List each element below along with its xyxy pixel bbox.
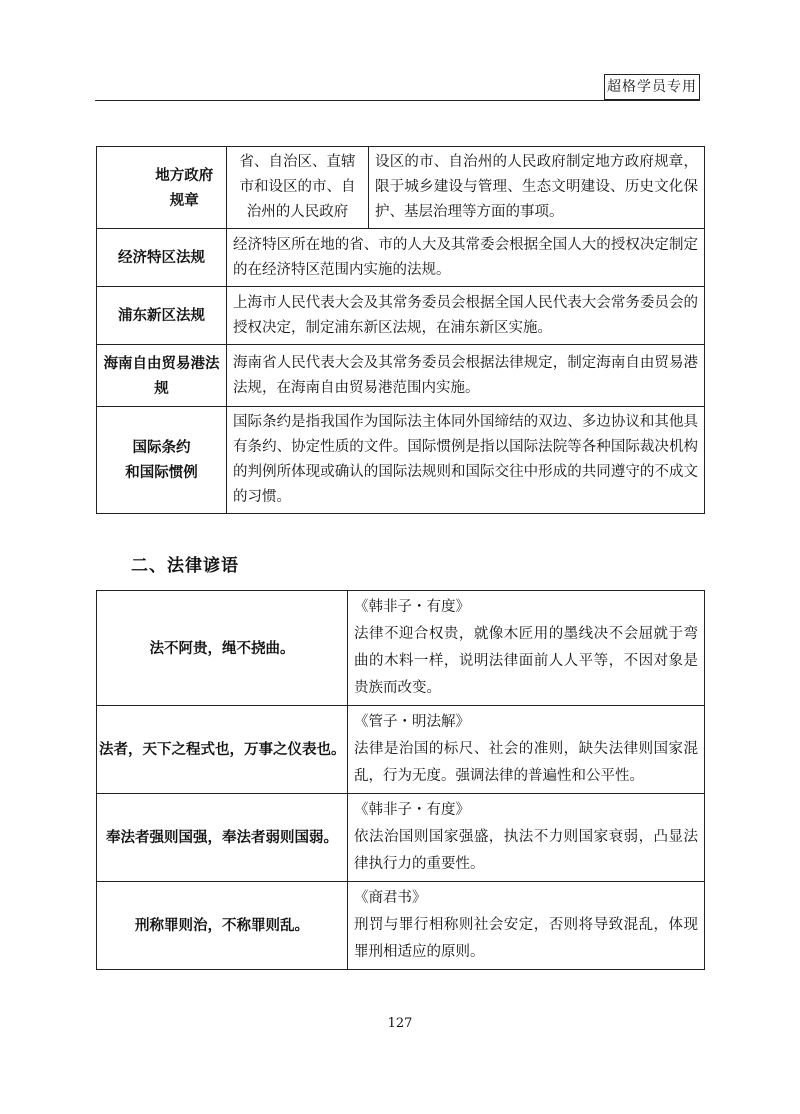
regulation-name: 经济特区法规 (97, 229, 227, 287)
regulation-content: 海南省人民代表大会及其常务委员会根据法律规定，制定海南自由贸易港法规，在海南自由贸易港范围内实施。 (227, 345, 705, 407)
table-row (97, 706, 705, 794)
header-divider (95, 100, 700, 101)
maxims-table (96, 590, 705, 970)
maxim-source: 《商君书》 (354, 890, 427, 906)
regulation-content: 国际条约是指我国作为国际法主体同外国缔结的双边、多边协议和其他具有条约、协定性质的文件。国际惯例是指以国际法院等各种国际裁决机构的判例所体现或确认的国际法规则和国际交往中形成的共同遵守的不成文的习惯。 (227, 407, 705, 514)
header-badge: 超格学员专用 (604, 74, 700, 100)
regulation-content: 设区的市、自治州的人民政府制定地方政府规章，限于城乡建设与管理、生态文明建设、历史文化保护、基层治理等方面的事项。 (369, 147, 705, 229)
regulation-name: 浦东新区法规 (97, 287, 227, 345)
regulations-table (96, 146, 705, 514)
table-cell-empty (97, 147, 143, 229)
section-title: 二、法律谚语 (131, 556, 239, 576)
regulation-name: 海南自由贸易港法规 (97, 345, 227, 407)
maxim-detail (348, 794, 705, 882)
maxim-text: 奉法者强则国强，奉法者弱则国弱。 (97, 794, 348, 882)
maxim-explanation: 依法治国则国家强盛，执法不力则国家衰弱，凸显法律执行力的重要性。 (354, 829, 698, 872)
maxim-text: 法者，天下之程式也，万事之仪表也。 (97, 706, 348, 794)
maxim-text: 法不阿贵，绳不挠曲。 (97, 591, 348, 706)
table-row (97, 287, 705, 345)
table-row (97, 147, 705, 229)
maxim-detail (348, 706, 705, 794)
maxim-source: 《韩非子・有度》 (354, 802, 470, 818)
maxim-text: 刑称罪则治，不称罪则乱。 (97, 882, 348, 970)
regulation-name-line: 和国际惯例 (125, 464, 198, 481)
maxim-explanation: 法律不迎合权贵，就像木匠用的墨线决不会屈就于弯曲的木料一样，说明法律面前人人平等，不因对象是贵族而改变。 (354, 626, 698, 696)
regulation-content: 经济特区所在地的省、市的人大及其常委会根据全国人大的授权决定制定的在经济特区范围内实施的法规。 (227, 229, 705, 287)
table-row (97, 229, 705, 287)
page-number: 127 (387, 1016, 413, 1031)
maxim-source: 《管子・明法解》 (354, 714, 470, 730)
regulation-name-line: 国际条约 (132, 439, 191, 456)
maxim-detail (348, 882, 705, 970)
regulation-subject: 省、自治区、直辖市和设区的市、自治州的人民政府 (227, 147, 369, 229)
regulation-name: 地方政府规章 (143, 147, 227, 229)
table-row (97, 407, 705, 514)
regulation-content: 上海市人民代表大会及其常务委员会根据全国人民代表大会常务委员会的授权决定，制定浦东新区法规，在浦东新区实施。 (227, 287, 705, 345)
table-row (97, 794, 705, 882)
maxim-source: 《韩非子・有度》 (354, 599, 470, 615)
table-row (97, 882, 705, 970)
maxim-explanation: 刑罚与罪行相称则社会安定，否则将导致混乱，体现罪刑相适应的原则。 (354, 917, 698, 960)
table-row (97, 591, 705, 706)
regulation-name (97, 407, 227, 514)
table-row (97, 345, 705, 407)
maxim-detail (348, 591, 705, 706)
maxim-explanation: 法律是治国的标尺、社会的准则，缺失法律则国家混乱，行为无度。强调法律的普遍性和公平性。 (354, 741, 698, 784)
